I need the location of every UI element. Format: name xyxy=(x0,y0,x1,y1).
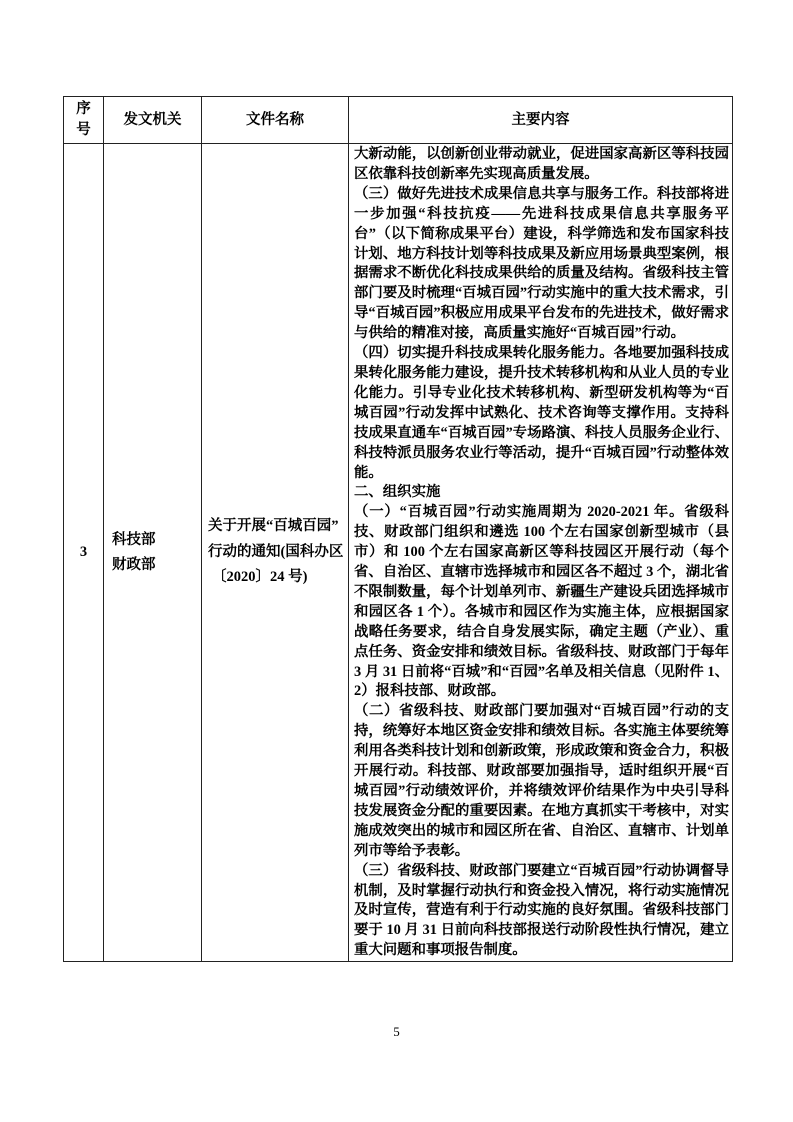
header-serial-number-label: 序号 xyxy=(76,101,91,138)
header-document-name: 文件名称 xyxy=(202,97,349,144)
cell-main-content xyxy=(349,144,733,962)
document-name-line: 行动的通知(国科办区 xyxy=(208,543,344,560)
agency-line: 财政部 xyxy=(112,556,156,573)
agency-line: 科技部 xyxy=(112,531,156,548)
content-paragraph: 二、组织实施 xyxy=(354,484,441,501)
cell-issuing-agency xyxy=(104,144,202,962)
content-paragraph: （四）切实提升科技成果转化服务能力。各地要加强科技成果转化服务能力建设，提升技术转移机构和从业人员的专业化能力。引导专业化技术转移机构、新型研发机构等为“百城百园”行动发挥中试熟化、技术咨询等支撑作用。支持科技成果直通车“百城百园”专场路演、科技人员服务企业行、科技特派员服务农业行等活动，提升“百城百园”行动整体效能。 xyxy=(354,345,729,481)
content-paragraph: （三）做好先进技术成果信息共享与服务工作。科技部将进一步加强“科技抗疫——先进科技成果信息共享服务平台”（以下简称成果平台）建设，科学筛选和发布国家科技计划、地方科技计划等科技成果及新应用场景典型案例，根据需求不断优化科技成果供给的质量及结构。省级科技主管部门要及时梳理“百城百园”行动实施中的重大技术需求，引导“百城百园”积极应用成果平台发布的先进技术，做好需求与供给的精准对接，高质量实施好“百城百园”行动。 xyxy=(354,185,729,342)
document-name-line: 关于开展“百城百园” xyxy=(208,518,339,535)
policy-documents-table xyxy=(63,96,733,962)
header-issuing-agency: 发文机关 xyxy=(104,97,202,144)
table-row xyxy=(64,144,733,962)
cell-serial-number: 3 xyxy=(64,144,104,962)
content-paragraph: （二）省级科技、财政部门要加强对“百城百园”行动的支持，统筹好本地区资金安排和绩效目标。各实施主体要统筹利用各类科技计划和创新政策，形成政策和资金合力，积极开展行动。科技部、财政部要加强指导，适时组织开展“百城百园”行动绩效评价，并将绩效评价结果作为中央引导科技发展资金分配的重要因素。在地方真抓实干考核中，对实施成效突出的城市和园区所在省、自治区、直辖市、计划单列市等给予表彰。 xyxy=(354,703,729,859)
header-serial-number xyxy=(64,97,104,144)
content-paragraph: 大新动能，以创新创业带动就业，促进国家高新区等科技园区依靠科技创新率先实现高质量发展。 xyxy=(354,146,729,182)
header-main-content: 主要内容 xyxy=(349,97,733,144)
page-number: 5 xyxy=(393,1024,400,1039)
main-content-text xyxy=(349,144,732,961)
cell-document-name xyxy=(202,144,349,962)
document-name-line: 〔2020〕24 号) xyxy=(212,569,308,586)
table-header-row xyxy=(64,97,733,144)
content-paragraph: （一）“百城百园”行动实施周期为 2020-2021 年。省级科技、财政部门组织和遴选 100 个左右国家创新型城市（县市）和 100 个左右国家高新区等科技园区开展行动（每个省、自治区、直辖市选择城市和园区各不超过 3 个，湖北省不限制数量，每个计划单列市、新疆生产建设兵团选择城市和园区各 1 个）。各城市和园区作为实施主体，应根据国家战略任务要求，结合自身发展实际，确定主题（产业）、重点任务、资金安排和绩效目标。省级科技、财政部门于每年 3 月 31 日前将“百城”和“百园”名单及相关信息（见附件 1、2）报科技部、财政部。 xyxy=(354,504,729,700)
content-paragraph: （三）省级科技、财政部门要建立“百城百园”行动协调督导机制，及时掌握行动执行和资金投入情况，将行动实施情况及时宣传，营造有利于行动实施的良好氛围。省级科技部门要于 10 月 31 日前向科技部报送行动阶段性执行情况，建立重大问题和事项报告制度。 xyxy=(354,862,729,959)
